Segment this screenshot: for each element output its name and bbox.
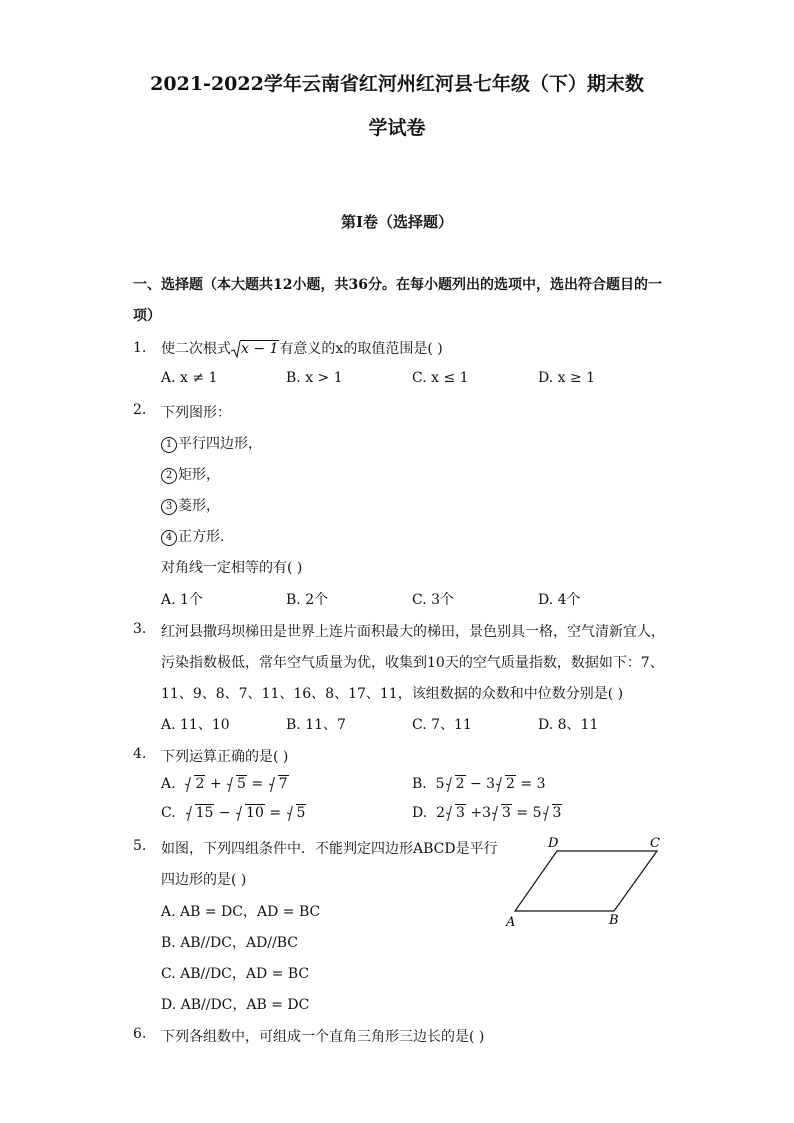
q2-item-1-text: 平行四边形， — [178, 436, 262, 452]
q2-item-1 — [161, 433, 262, 453]
sqrt-10 — [236, 805, 265, 821]
radicand: 10 — [246, 805, 264, 821]
q4-number: 4. — [133, 746, 147, 762]
sqrt-2 — [185, 776, 205, 792]
q5-number: 5. — [133, 838, 147, 854]
q5-line2: 四边形的是( ) — [161, 872, 247, 888]
sqrt-2 — [496, 776, 516, 792]
q5-line1: 如图，下列四组条件中．不能判定四边形ABCD是平行 — [161, 841, 498, 857]
sqrt-2 — [446, 776, 466, 792]
result: = 3 — [515, 776, 546, 792]
sqrt-15 — [186, 805, 215, 821]
q2-item-4-text: 正方形． — [178, 529, 234, 545]
radicand: 3 — [456, 805, 465, 821]
radicand: 3 — [552, 805, 562, 821]
coefficient: 5 — [435, 776, 445, 792]
parallelogram-figure — [500, 830, 675, 935]
radicand: 5 — [237, 776, 246, 792]
section-heading-line2: 项） — [133, 308, 161, 324]
vertex-label-b: B — [609, 913, 619, 928]
q1-option-b[interactable]: B. x > 1 — [286, 370, 343, 386]
q3-option-a[interactable]: A. 11、10 — [161, 717, 230, 733]
operator: − 3 — [465, 776, 496, 792]
radicand: 15 — [195, 805, 214, 821]
operator: − — [214, 805, 236, 821]
q1-stem — [161, 338, 443, 358]
q2-item-2-text: 矩形， — [178, 467, 220, 483]
document-title-line1: 2021-2022学年云南省红河州红河县七年级（下）期末数 — [150, 73, 644, 95]
sqrt-5 — [227, 776, 247, 792]
q4-option-c-label: C. — [161, 805, 176, 821]
radicand: 2 — [455, 776, 465, 792]
q5-option-d[interactable]: D. AB//DC，AB = DC — [161, 997, 310, 1013]
q5-option-b[interactable]: B. AB//DC，AD//BC — [161, 935, 298, 951]
q4-option-d-label: D. — [412, 805, 428, 821]
q3-option-d[interactable]: D. 8、11 — [538, 717, 599, 733]
radicand: 2 — [506, 776, 515, 792]
q2-stem: 下列图形： — [161, 405, 231, 421]
q1-option-d[interactable]: D. x ≥ 1 — [538, 370, 596, 386]
q3-line1: 红河县撒玛坝梯田是世界上连片面积最大的梯田，景色别具一格，空气清新宜人， — [161, 624, 665, 640]
q3-option-c[interactable]: C. 7、11 — [412, 717, 472, 733]
operator: + — [205, 776, 227, 792]
q4-option-a[interactable] — [161, 776, 289, 792]
operator: +3 — [465, 805, 492, 821]
q2-option-d[interactable]: D. 4个 — [538, 592, 581, 608]
q2-option-a[interactable]: A. 1个 — [161, 592, 203, 608]
sqrt-3 — [492, 805, 512, 821]
vertex-label-a: A — [506, 915, 516, 930]
operator: = — [264, 805, 286, 821]
sqrt-3 — [446, 805, 466, 821]
q6-number: 6. — [133, 1026, 147, 1042]
q1-stem-pre: 使二次根式 — [161, 341, 231, 357]
q4-option-d[interactable] — [412, 805, 562, 821]
q4-option-c[interactable] — [161, 805, 306, 821]
q4-stem: 下列运算正确的是( ) — [161, 749, 289, 765]
q2-option-b[interactable]: B. 2个 — [286, 592, 329, 608]
q4-option-b[interactable] — [412, 776, 546, 792]
circled-number-3: 3 — [161, 499, 177, 515]
q3-line3: 11、9、8、7、11、16、8、17、11，该组数据的众数和中位数分别是( ) — [161, 686, 624, 702]
q3-number: 3. — [133, 621, 147, 637]
q3-line2: 污染指数极低，常年空气质量为优，收集到10天的空气质量指数，数据如下：7、 — [161, 655, 664, 671]
document-title-line2: 学试卷 — [368, 117, 426, 139]
q2-item-3-text: 菱形， — [178, 498, 220, 514]
coefficient: 2 — [436, 805, 446, 821]
q5-option-a[interactable]: A. AB = DC，AD = BC — [161, 904, 321, 920]
result: = 5 — [511, 805, 542, 821]
sqrt-symbol — [231, 340, 241, 360]
sqrt-7 — [269, 776, 289, 792]
sqrt-5 — [287, 805, 307, 821]
q1-stem-post: 有意义的x的取值范围是( ) — [279, 341, 443, 357]
q4-option-b-label: B. — [412, 776, 427, 792]
q6-stem: 下列各组数中，可组成一个直角三角形三边长的是( ) — [161, 1029, 485, 1045]
q3-option-b[interactable]: B. 11、7 — [286, 717, 346, 733]
q4-option-a-label: A. — [161, 776, 176, 792]
q2-item-2 — [161, 464, 220, 484]
q1-radicand: x − 1 — [241, 341, 279, 357]
section-heading-line1: 一、选择题（本大题共12小题，共36分。在每小题列出的选项中，选出符合题目的一 — [133, 277, 662, 293]
radicand: 3 — [502, 805, 511, 821]
sqrt-3 — [543, 805, 563, 821]
q2-number: 2. — [133, 402, 147, 418]
radicand: 7 — [278, 776, 288, 792]
vertex-label-c: C — [650, 836, 660, 851]
q2-question: 对角线一定相等的有( ) — [161, 560, 303, 576]
q1-option-c[interactable]: C. x ≤ 1 — [412, 370, 469, 386]
q5-option-c[interactable]: C. AB//DC，AD = BC — [161, 966, 310, 982]
radicand: 5 — [296, 805, 306, 821]
circled-number-4: 4 — [161, 530, 177, 546]
circled-number-2: 2 — [161, 468, 177, 484]
q1-sqrt — [231, 341, 279, 357]
q1-option-a[interactable]: A. x ≠ 1 — [161, 370, 218, 386]
q2-option-c[interactable]: C. 3个 — [412, 592, 455, 608]
q2-item-3 — [161, 495, 220, 515]
vertex-label-d: D — [548, 836, 559, 851]
operator: = — [246, 776, 268, 792]
q2-item-4 — [161, 526, 234, 546]
radicand: 2 — [195, 776, 205, 792]
q1-number: 1. — [133, 340, 147, 356]
volume-heading: 第I卷（选择题） — [340, 213, 454, 231]
parallelogram-shape — [515, 851, 657, 911]
circled-number-1: 1 — [161, 437, 177, 453]
